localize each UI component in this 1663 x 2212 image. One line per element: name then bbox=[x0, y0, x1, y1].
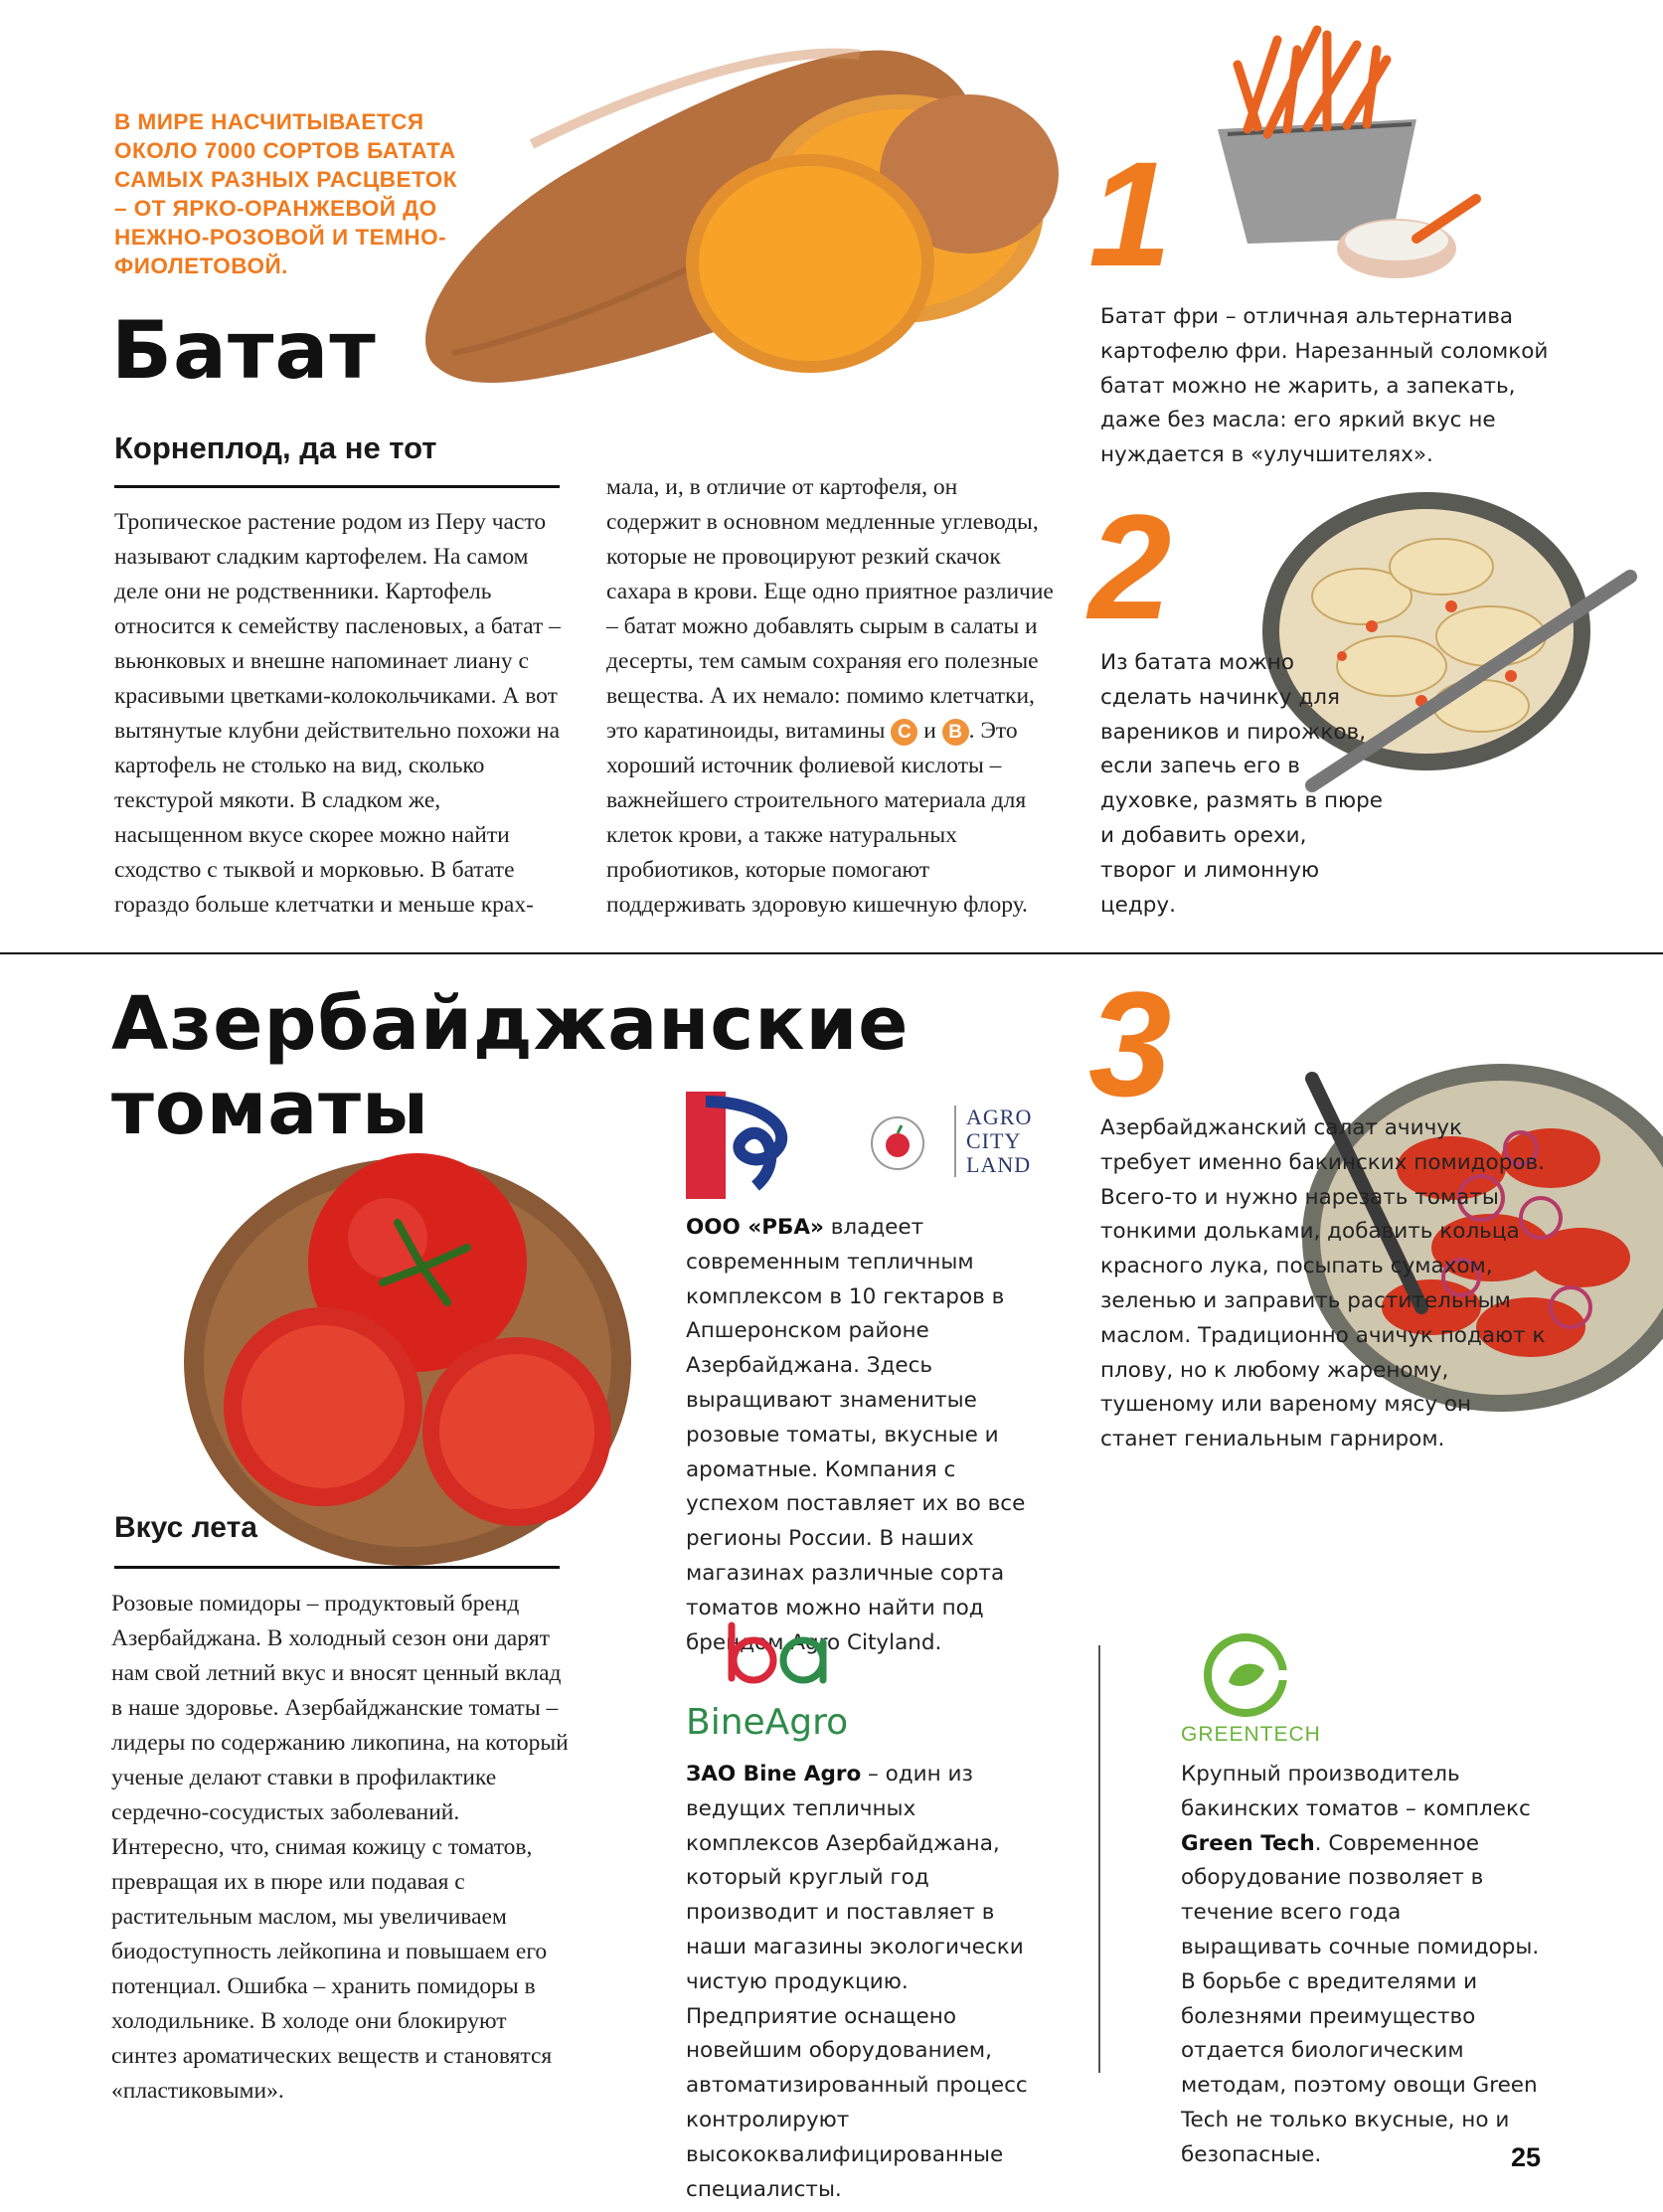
sweet-potato-title: Батат bbox=[111, 304, 377, 397]
tomatoes-body: Розовые помидоры – продуктовый бренд Азербайджана. В холодный сезон они дарят нам свой летний вкус и вносят ценный вклад в наше здоровье. Азербайджанские томаты – лидеры по содержанию ликопина, на который ученые делают ставки в профилактике сердечно-сосудистых заболеваний. Интересно, что, снимая кожицу с томатов, превращая их в пюре или подавая с растительным маслом, мы увеличиваем биодоступность лейкопина и повышаем его потенциал. Ошибка – хранить помидоры в холодильнике. В холоде они блокируют синтез ароматических веществ и становятся «пластиковыми». bbox=[111, 1591, 569, 2104]
tomatoes-title-line1: Азербайджанские bbox=[111, 981, 910, 1067]
col2-text-a: мала, и, в отличие от картофеля, он содержит в основном медленные углеводы, которые не провоцируют резкий скачок сахара в крови. Еще одно приятное различие – батат можно добавлять сырым в салаты и десерты, тем самым сохраняя его полезные вещества. А их немало: помимо клетчатки, это каратиноиды, витамины bbox=[606, 474, 1054, 744]
section-divider bbox=[0, 952, 1663, 954]
bine-agro-icon bbox=[724, 1620, 838, 1690]
tomatoes-subtitle: Вкус лета bbox=[114, 1511, 257, 1544]
green-tech-description-a: Крупный производитель бакинских томатов – комплекс bbox=[1181, 1762, 1531, 1821]
tip2-number: 2 bbox=[1088, 483, 1172, 650]
bine-agro-description: – один из ведущих тепличных комплексов Азербайджана, который круглый год производит и поставляет в наши магазины экологически чистую продукцию. Предприятие оснащено новейшим оборудованием, автоматизированный процесс контролируют высококвалифицированные специалисты. bbox=[686, 1762, 1028, 2202]
tip1-text: Батат фри – отличная альтернатива картофелю фри. Нарезанный соломкой батат можно не жарить, а запекать, даже без масла: его яркий вкус не нуждается в «улучшителях». bbox=[1100, 304, 1549, 468]
tomatoes-rule bbox=[114, 1566, 560, 1569]
tip3-text: Азербайджанский салат ачичук требует именно бакинских помидоров. Всего-то и нужно нарезать томаты тонкими дольками, добавить кольца красного лука, посыпать сумахом, зеленью и заправить растительным маслом. Традиционно ачичук подают к плову, но к любому жареному, тушеному или вареному мясу он станет гениальным гарниром. bbox=[1100, 1115, 1546, 1452]
column-divider bbox=[1098, 1645, 1100, 2073]
green-tech-logo-text: GREENTECH bbox=[1181, 1723, 1321, 1746]
col2-text-b: . Это хороший источник фолиевой кислоты – важнейшего строительного материала для клеток крови, а также натуральных пробиотиков, которые помогают поддерживать здоровую кишечную флору. bbox=[606, 718, 1028, 918]
green-tech-description-b: . Современное оборудование позволяет в течение всего года выращивать сочные помидоры. В борьбе с вредителями и болезнями преимущество отдается биологическим методам, поэтому овощи Green Tech не только вкусные, но и безопасные. bbox=[1181, 1830, 1540, 2167]
intro-note: В МИРЕ НАСЧИТЫВАЕТСЯ ОКОЛО 7000 СОРТОВ БАТАТА САМЫХ РАЗНЫХ РАСЦВЕТОК – ОТ ЯРКО-ОРАНЖЕВОЙ ДО НЕЖНО-РОЗОВОЙ И ТЕМНО-ФИОЛЕТОВОЙ. bbox=[114, 109, 457, 278]
rba-name: ООО «РБА» bbox=[686, 1215, 824, 1240]
sweet-potato-col1: Тропическое растение родом из Перу часто называют сладким картофелем. На самом деле они не родственники. Картофель относится к семейству пасленовых, а батат – вьюнковых и внешне напоминает лиану с красивыми цветками-колокольчиками. А вот вытянутые клубни действительно похожи на картофель не столько на вид, сколько текстурой мякоти. В сладком же, насыщенном вкусе скорее можно найти сходство с тыквой и морковью. В батате гораздо больше клетчатки и меньше крах- bbox=[114, 509, 561, 918]
col2-and: и bbox=[923, 718, 936, 744]
bine-agro-name: ЗАО Bine Agro bbox=[686, 1762, 862, 1787]
green-tech-text bbox=[1181, 1758, 1544, 2173]
bine-agro-logo-text: BineAgro bbox=[686, 1702, 849, 1743]
page-number: 25 bbox=[1511, 2142, 1542, 2172]
tomatoes-image bbox=[179, 1153, 636, 1571]
green-tech-icon bbox=[1201, 1630, 1290, 1720]
agro-city-land-logo: AGRO CITY LAND bbox=[954, 1106, 1056, 1177]
vitamin-b-badge: B bbox=[942, 719, 969, 746]
sweet-potato-subtitle: Корнеплод, да не тот bbox=[114, 430, 437, 465]
agro-city-land-emblem bbox=[868, 1113, 927, 1173]
bine-agro-text bbox=[686, 1758, 1054, 2207]
vitamin-c-badge: C bbox=[891, 719, 917, 746]
tip2-text: Из батата можно сделать начинку для вареников и пирожков, если запечь его в духовке, размять в пюре и добавить орехи, творог и лимонную цедру. bbox=[1100, 650, 1383, 918]
rba-description: владеет современным тепличным комплексом в 10 гектаров в Апшеронском районе Азербайджана. Здесь выращивают знаменитые розовые томаты, вкусные и ароматные. Компания с успехом поставляет их во все регионы России. В наших магазинах различные сорта томатов можно найти под брендом Agro Cityland. bbox=[686, 1215, 1026, 1655]
green-tech-name: Green Tech bbox=[1181, 1830, 1315, 1856]
divider bbox=[114, 485, 560, 488]
rba-logo bbox=[686, 1092, 805, 1199]
sweet-potato-col2 bbox=[606, 470, 1056, 923]
tip1-number: 1 bbox=[1088, 130, 1172, 297]
rba-text bbox=[686, 1211, 1056, 1660]
sweet-potato-fries-image bbox=[1178, 10, 1496, 288]
tomatoes-title-line2: томаты bbox=[111, 1066, 429, 1151]
tip3-number: 3 bbox=[1088, 960, 1172, 1127]
sweet-potato-image bbox=[393, 25, 1079, 393]
